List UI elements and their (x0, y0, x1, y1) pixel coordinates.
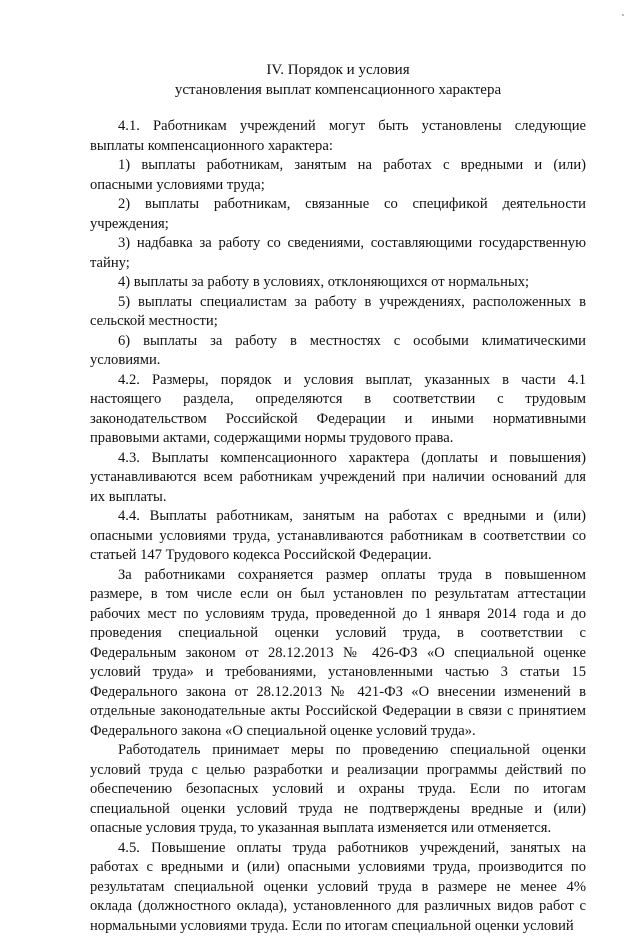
text-line: оклада (должностного оклада), установленного для различных видов работ с (90, 897, 586, 917)
text-line: их выплаты. (90, 488, 586, 508)
paragraph (90, 332, 586, 371)
paragraph (90, 839, 586, 936)
text-line: 4) выплаты за работу в условиях, отклоняющихся от нормальных; (90, 273, 586, 293)
text-line: выплаты компенсационного характера: (90, 137, 586, 157)
paragraph (90, 371, 586, 449)
text-line: 2) выплаты работникам, связанные со спецификой деятельности (90, 195, 586, 215)
paragraph (90, 195, 586, 234)
document-body (90, 117, 586, 936)
text-line: обеспечению безопасных условий и охраны труда. Если по итогам (90, 780, 586, 800)
text-line: рабочих мест по условиям труда, проведенной до 1 января 2014 года и до (90, 605, 586, 625)
text-line: 4.4. Выплаты работникам, занятым на работах с вредными и (или) (90, 507, 586, 527)
text-line: опасными условиями труда; (90, 176, 586, 196)
text-line: 4.1. Работникам учреждений могут быть установлены следующие (90, 117, 586, 137)
paragraph (90, 273, 586, 293)
text-line: Федеральным законом от 28.12.2013 № 426-ФЗ «О специальной оценке (90, 644, 586, 664)
scan-speck (622, 14, 624, 16)
text-line: размере, в том числе если он был установлен по результатам аттестации (90, 585, 586, 605)
section-subtitle: установления выплат компенсационного характера (90, 80, 586, 100)
paragraph (90, 156, 586, 195)
text-line: устанавливаются всем работникам учреждений при наличии оснований для (90, 468, 586, 488)
text-line: 6) выплаты за работу в местностях с особыми климатическими (90, 332, 586, 352)
paragraph (90, 741, 586, 839)
paragraph (90, 566, 586, 742)
section-title: IV. Порядок и условия (90, 60, 586, 80)
text-line: Работодатель принимает меры по проведению специальной оценки (90, 741, 586, 761)
text-line: статьей 147 Трудового кодекса Российской Федерации. (90, 546, 586, 566)
text-line: работах с вредными и (или) опасными условиями труда, производится по (90, 858, 586, 878)
text-line: законодательством Российской Федерации и иными нормативными (90, 410, 586, 430)
text-line: опасные условия труда, то указанная выплата изменяется или отменяется. (90, 819, 586, 839)
text-line: тайну; (90, 254, 586, 274)
text-line: специальной оценки условий труда не подтверждены вредные и (или) (90, 800, 586, 820)
text-line: 1) выплаты работникам, занятым на работах с вредными и (или) (90, 156, 586, 176)
text-line: За работниками сохраняется размер оплаты труда в повышенном (90, 566, 586, 586)
text-line: опасными условиями труда, устанавливаются работникам в соответствии со (90, 527, 586, 547)
text-line: настоящего раздела, определяются в соответствии с трудовым (90, 390, 586, 410)
text-line: условий труда с целью разработки и реализации программы действий по (90, 761, 586, 781)
text-line: нормальными условиями труда. Если по итогам специальной оценки условий (90, 917, 586, 936)
text-line: Федерального закона «О специальной оценке условий труда». (90, 722, 586, 742)
text-line: Федерального закона от 28.12.2013 № 421-ФЗ «О внесении изменений в (90, 683, 586, 703)
text-line: сельской местности; (90, 312, 586, 332)
text-line: условий труда» и требованиями, установленными частью 3 статьи 15 (90, 663, 586, 683)
paragraph (90, 293, 586, 332)
text-line: 4.5. Повышение оплаты труда работников учреждений, занятых на (90, 839, 586, 859)
text-line: отдельные законодательные акты Российской Федерации в связи с принятием (90, 702, 586, 722)
text-line: результатам специальной оценки условий труда в размере не менее 4% (90, 878, 586, 898)
text-line: условиями. (90, 351, 586, 371)
text-line: проведения специальной оценки условий труда, в соответствии с (90, 624, 586, 644)
paragraph (90, 449, 586, 508)
text-line: 5) выплаты специалистам за работу в учреждениях, расположенных в (90, 293, 586, 313)
text-line: учреждения; (90, 215, 586, 235)
text-line: 3) надбавка за работу со сведениями, составляющими государственную (90, 234, 586, 254)
section-heading (90, 60, 586, 100)
text-line: 4.2. Размеры, порядок и условия выплат, указанных в части 4.1 (90, 371, 586, 391)
text-line: 4.3. Выплаты компенсационного характера (доплаты и повышения) (90, 449, 586, 469)
paragraph (90, 117, 586, 156)
paragraph (90, 507, 586, 566)
paragraph (90, 234, 586, 273)
text-line: правовыми актами, содержащими нормы трудового права. (90, 429, 586, 449)
